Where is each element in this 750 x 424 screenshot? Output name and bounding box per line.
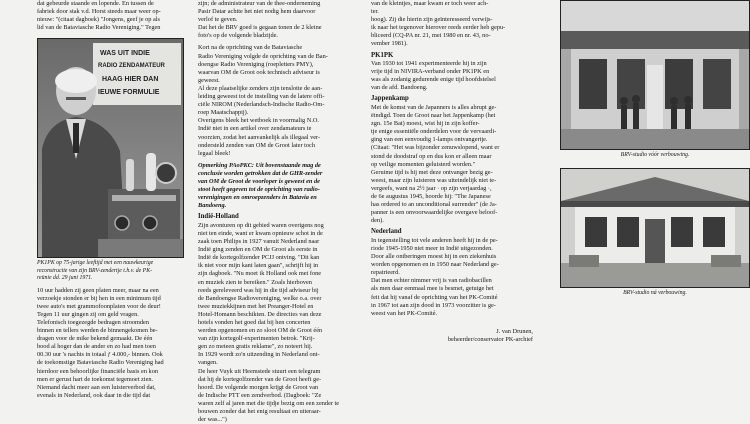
col3-p4-line: Dat men echter nimmer vrij is van radiobacillen <box>371 277 492 285</box>
signature-line: beheerder/conservator PK-archief <box>447 335 533 343</box>
col1-body-line: 10 uur hadden zij geen platen meer, maar na een <box>37 286 159 294</box>
col1-body-line: bood al hoger dan de ander en zo had men toen <box>37 343 156 351</box>
col3-p3-line: de 6e augustus 1945, hoorde hij: "The Japanese <box>371 192 491 200</box>
col3-p4-line: repatrieerd. <box>371 269 400 277</box>
col3-p3-line: Geruime tijd is hij met deze ontvanger bezig ge- <box>371 168 493 176</box>
col3-p4-line: feit dat hij vanaf de oprichting van het PK-Comité <box>371 293 498 301</box>
portrait-photo <box>37 38 184 258</box>
portrait-caption-line: reünie dd. 29 juni 1971. <box>37 275 93 282</box>
col2-p2-line: doengse Radio Vereniging (roepletters PMY), <box>198 60 314 68</box>
editor-remark-line: stoot heeft gegeven tot de oprichting van radio- <box>198 186 320 194</box>
col2-p3-line: reeds gereleveerd was hij in die tijd adviseur bij <box>198 286 319 294</box>
col2-p2-line: roep Maatschappij). <box>198 109 249 117</box>
col2-p2-line: legaal bleek! <box>198 149 231 157</box>
editor-remark-line: verenigingen en omroepzenders in Batavia en <box>198 194 317 202</box>
column-3 <box>371 0 533 344</box>
col3-p3-line: weest, maar zijn luisteren was uiteindelijk niet te- <box>371 176 497 184</box>
col3-p3-line: stond de doodstraf op en dus kon er alleen maar <box>371 152 492 160</box>
col2-p3-line: vangen. <box>198 359 218 367</box>
col2-p3-line: waren zelf al jaren met die tijdje bezig om een zender te <box>198 399 340 407</box>
col3-paragraph-1 <box>371 0 533 49</box>
col2-p3-line: bouwen zonder dat het enig resultaat en uiteraar- <box>198 408 321 415</box>
col3-p4-line: Door alle ontberingen moest hij in een ziekenhuis <box>371 253 497 261</box>
col2-p2-line: ciële NIROM (Nederlandsch-Indische Radio-Om- <box>198 101 325 109</box>
col2-p2-line: leiding geweest tot de instelling van de latere offi- <box>198 93 325 101</box>
col1-body-line: Niemand dacht meer aan een luisterverbod dat, <box>37 383 156 391</box>
col1-body-line: Tegen 11 uur gingen zij om geld vragen. <box>37 310 139 318</box>
col2-p2-line: Al deze plaatselijke zenders zijn tenslotte de aan- <box>198 84 323 92</box>
col3-p1-line: ter. <box>371 8 379 16</box>
col2-p3-line: Indië de kortegolfzender PCJJ ontving. "Dit kan <box>198 254 320 262</box>
col2-p3-line: niet ten einde, want er kwam opnieuw schot in de <box>198 229 323 237</box>
signature-line: J. van Drunen, <box>496 327 533 335</box>
editor-remark-line: Bandoeng. <box>198 202 227 210</box>
col2-p2-line: Radio Vereniging volgde de oprichting van de Ban- <box>198 52 328 60</box>
col2-p2-line: Indië niet in een artikel over zendamateurs te <box>198 125 312 133</box>
col2-p3-line: de Indische PTT een zendverbod. (Dagboek: "Ze <box>198 391 322 399</box>
col3-p3-line: Met de komst van de Japanners is alles abrupt ge- <box>371 103 497 111</box>
column-1 <box>37 0 184 400</box>
col2-p2-line: Kort na de oprichting van de Bataviasche <box>198 44 303 52</box>
col1-intro-line: dat gebeurde staande en lopende. En tussen de <box>37 0 154 7</box>
col2-p3-line: Indië ging zenden en OM de Groot als eerste in <box>198 246 318 254</box>
col1-intro-line: fabriek door stak v.d. Horst steeds maar weer op- <box>37 8 161 16</box>
col2-p1-line: Pasir Datar achtte het niet nodig hem daarvoor <box>198 8 316 16</box>
col3-p3-line: has ordered to an unconditional surrender" (de Ja- <box>371 201 497 209</box>
sign-line-3: HAAG HIER DAN <box>102 76 159 84</box>
editor-remark-line: conclusie worden getrokken dat de GHR-zender <box>198 169 323 177</box>
col3-p1-line: van de kleintjes, maar kwam er toch weer ach- <box>371 0 489 7</box>
col1-body-line: Telefonisch toegezegde bedragen stroomden <box>37 318 149 326</box>
col3-p4-line: In tegenstelling tot vele anderen heeft hij in de pe- <box>371 236 498 244</box>
col3-p3-line: vergeefs, want na 2½ jaar · op zijn verjaardag ·, <box>371 184 492 192</box>
col2-p2-line: geweest. <box>198 76 220 84</box>
col2-p3-line: ik niet voor mijn kant laten gaan", schrijft hij in <box>198 262 319 270</box>
studio-after-image <box>561 169 749 287</box>
col2-p2-line: Overigens bleek het wetboek in voormalig N.O. <box>198 117 320 125</box>
col3-p4-line: in 1967 tot aan zijn dood in 1973 voorzitter is ge- <box>371 301 496 309</box>
col2-p3-line: zaak toen Philips in 1927 vanuit Nederland naar <box>198 238 320 246</box>
col1-intro-text <box>37 0 184 32</box>
col3-p4-line: riode 1945-1950 niet meer in Indië uitgezonden. <box>371 244 493 252</box>
col2-p2-line: ondersteld zenden van OM de Groot later toch <box>198 141 315 149</box>
col2-p3-line: Zijn avonturen op dit gebied waren overigens nog <box>198 221 324 229</box>
col1-body-text <box>37 287 184 400</box>
col2-p3-line: gen zo meteen gratis reklame", zo noteert hij. <box>198 343 313 351</box>
col1-body-line: de toekomstige Bataviasche Radio Vereniging had <box>37 359 164 367</box>
col2-p2-line: waarvan OM de Groot ook technisch adviseur is <box>198 68 320 76</box>
col2-p3-line: werden opgenomen en zo sloot OM de Groot één <box>198 327 323 335</box>
col2-p1-line: Dat het de BRV goed is gegaan tonen de 2 kleine <box>198 24 322 32</box>
section-heading-indie-holland: Indië-Holland <box>198 213 239 221</box>
caption-before: BRV-studio vóór verbouwing. <box>620 152 690 158</box>
col1-intro-line: nieuw: "(citaat dagboek) "Jongens, geef je op als <box>37 16 160 24</box>
col3-p3-line: (Citaat: "Het was bijzonder zenuwslopend, want er <box>371 144 500 152</box>
col2-paragraph-2 <box>198 44 358 157</box>
col3-paragraph-2 <box>371 60 533 92</box>
col3-p1-line: vember 1981). <box>371 40 408 48</box>
section-heading-jappenkamp: Jappenkamp <box>371 95 409 103</box>
col1-body-line: 00.30 uur 's nachts in totaal ƒ 4.000,- binnen. Ook <box>37 351 163 359</box>
section-heading-pk1pk: PK1PK <box>371 51 394 59</box>
column-4 <box>560 0 750 298</box>
editor-remark-line: van OM de Groot de voorloper is geweest en de <box>198 177 320 185</box>
col1-intro-line: lid van de Bataviasche Radio Vereniging." Tegen <box>37 24 161 32</box>
col3-p3-line: tje enige essentiële onderdelen voor de vervaardi- <box>371 128 497 136</box>
col3-p2-line: was als zodanig gedurende enige tijd hoofdstelsel <box>371 76 496 84</box>
col2-p3-line: de Bandoengse Radiovereniging, welke o.a. over <box>198 294 322 302</box>
sign-line-2: RADIO ZENDAMATEUR <box>98 63 165 70</box>
col2-p3-line: Hotel-Homann beschikten. De directies van deze <box>198 310 322 318</box>
col3-paragraph-4 <box>371 237 533 318</box>
author-signature <box>371 328 533 344</box>
col2-p1-line: verlof te geven. <box>198 16 238 24</box>
caption-after: BRV-studio ná verbouwing. <box>623 290 687 297</box>
col3-p4-line: worden opgenomen en in 1950 naar Nederland ge- <box>371 261 499 269</box>
col3-paragraph-3 <box>371 104 533 225</box>
col3-p1-line: bliceerd (CQ-PA nr. 21, mei 1980 en nr. 43, no- <box>371 32 491 40</box>
col2-p2-line: voorzien, zodat het aanvankelijk als illegaal ver- <box>198 133 321 141</box>
col2-paragraph-3 <box>198 222 358 424</box>
col1-body-line: men er gerust hart de toekomst tegemoet zien. <box>37 375 154 383</box>
col2-p3-line: twee muziekkijnen met het Preanger-Hotel en <box>198 302 314 310</box>
col2-p3-line: en muziek zien te bereiken." Zoals hierboven <box>198 278 312 286</box>
col2-p1-line: zijn; de administrateur van de thee-onderneming <box>198 0 321 7</box>
col2-p3-line: hoord. De volgende morgen krijgt de Groot van <box>198 383 319 391</box>
section-heading-nederland: Nederland <box>371 228 402 236</box>
portrait-caption-line: reconstructie van zijn BRV-zendertje t.h.v. de PK- <box>37 267 152 274</box>
col2-p3-line: der was...") <box>198 416 227 424</box>
col2-p3-line: De heer Vuyk uit Heemstede stuurt een telegram <box>198 367 321 375</box>
col2-p3-line: hotels vonden het goed dat bij hen concerten <box>198 318 311 326</box>
studio-photo-after <box>560 168 750 288</box>
col3-p1-line: hoog). Zij die hierin zijn geïnteresseerd verwijs- <box>371 16 493 24</box>
studio-before-image <box>561 1 749 149</box>
column-2 <box>198 0 358 424</box>
col3-p4-line: weest van het PK-Comité. <box>371 309 438 317</box>
col1-body-line: hierdoor een behoorlijke financiële basis en kon <box>37 367 158 375</box>
col2-p1-line: foto's op de volgende bladzijde. <box>198 32 278 40</box>
col3-p3-line: den). <box>371 217 384 225</box>
editor-remark <box>198 162 358 211</box>
col1-body-line: binnen en tellers werden de binnengekomen be- <box>37 327 158 335</box>
col3-p2-line: vrije tijd in NIVIRA-verband onder PK1PK en <box>371 68 490 76</box>
col1-body-line: twee auto's met grammofoonplaten voor de deur! <box>37 302 161 310</box>
col3-p2-line: Van 1930 tot 1941 experimenteerde hij in zijn <box>371 60 487 68</box>
portrait-caption <box>37 260 184 282</box>
col1-body-line: evenals in Nederland, ook daar in die tijd dat <box>37 391 151 399</box>
col3-p4-line: als men daar eenmaal mee is besmet, getuige het <box>371 285 494 293</box>
col2-p3-line: zijn dagboek. "Nu moet ik Holland ook met fone <box>198 270 322 278</box>
col2-p3-line: van zijn kortegolf-experimenten betrok. "Krij- <box>198 335 315 343</box>
col3-p3-line: ëindigd. Toen de Groot naar het Jappenkamp (het <box>371 112 496 120</box>
col3-p3-line: op veilige momenten geluisterd worden." <box>371 160 476 168</box>
col3-p3-line: ging van een eenvoudig 1-lamps ontvangertje. <box>371 136 488 144</box>
col3-p1-line: ik naar het tegenover hierover reeds eerder heb gepu- <box>371 24 506 32</box>
portrait-caption-line: PK1PK op 75-jarige leeftijd met een nauwkeurige <box>37 260 154 267</box>
col2-paragraph-1 <box>198 0 358 40</box>
col2-p3-line: In 1929 wordt zo'n uitzending in Nederland ont- <box>198 351 320 359</box>
portrait-photo-image <box>38 39 183 257</box>
col1-body-line: verzoekje stonden er bij hen in een minimum tijd <box>37 294 161 302</box>
col3-p3-line: panner is een onvoorwaardelijke overgave beloof- <box>371 209 498 217</box>
col1-body-line: dragen voor de mike bekend gemaakt. De één <box>37 335 153 343</box>
sign-line-4: IEUWE FORMULIE <box>98 89 160 97</box>
col2-p3-line: dat hij de kortegolfzender van de Groot heeft ge- <box>198 375 322 383</box>
studio-photo-before <box>560 0 750 150</box>
sign-line-1: WAS UIT INDIE <box>100 50 150 58</box>
col3-p2-line: van de afd. Bandoeng. <box>371 84 428 92</box>
editor-remark-line: Opmerking PAoPKC: Uit bovenstaande mag de <box>198 161 321 169</box>
col3-p3-line: zgn. 15e Bat) moest, wist hij in zijn koffer- <box>371 120 480 128</box>
